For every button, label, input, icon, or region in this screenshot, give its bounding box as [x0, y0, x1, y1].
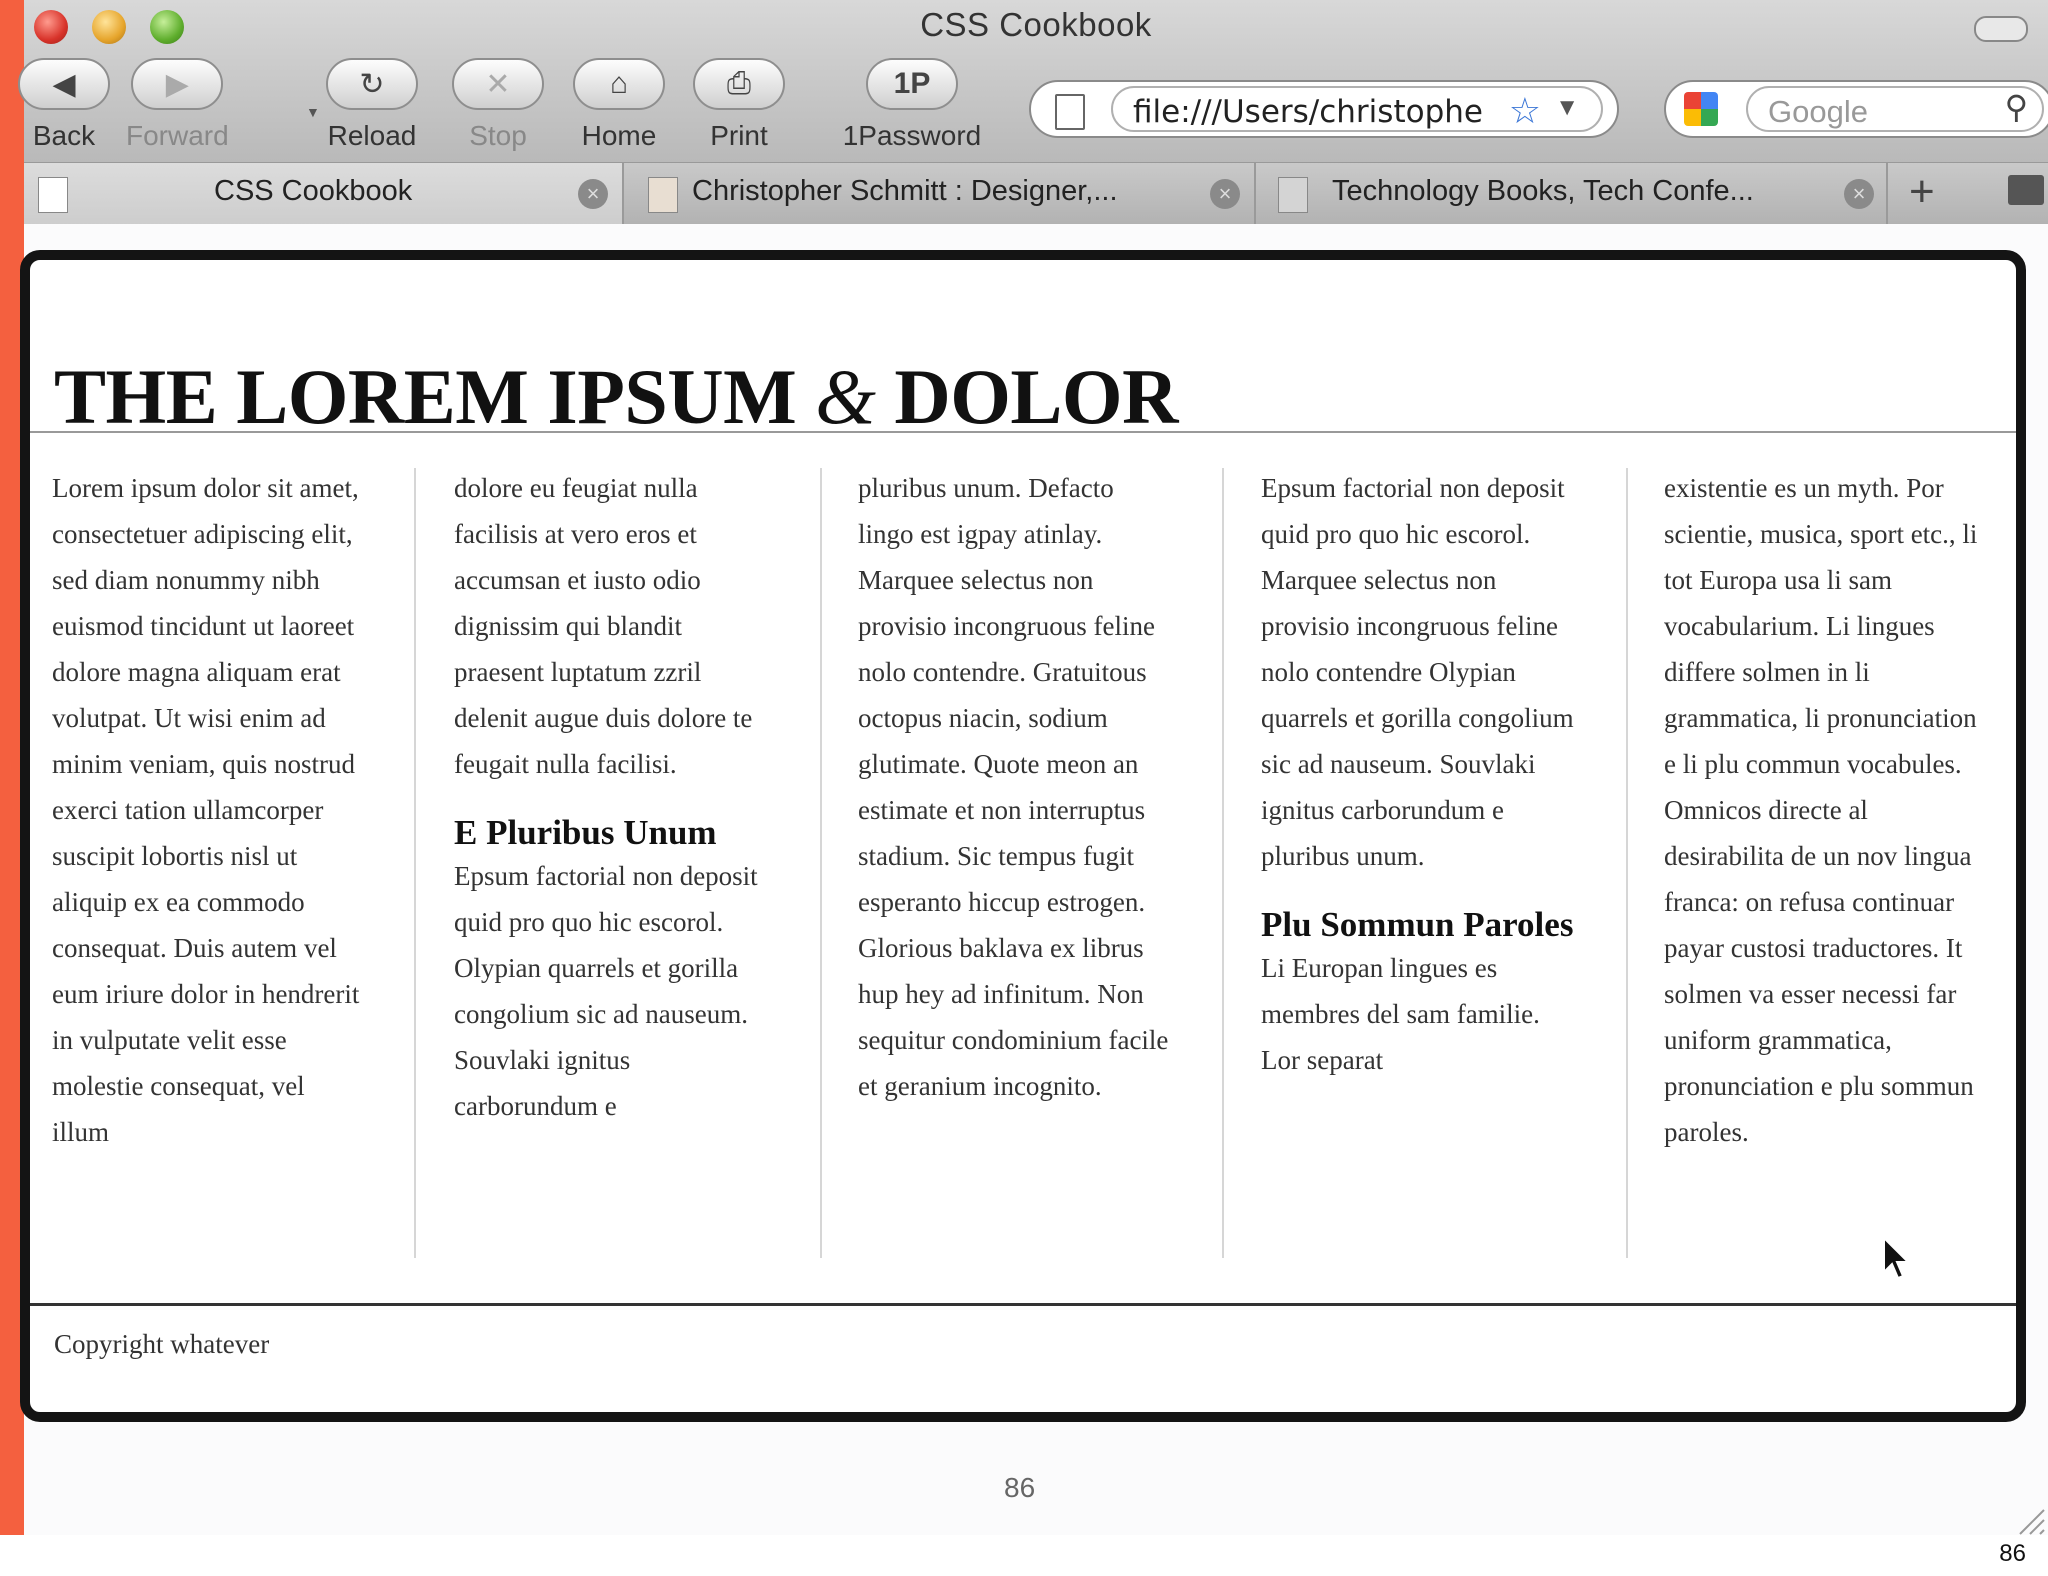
tab-css-cookbook[interactable]	[24, 163, 624, 225]
header-divider	[30, 431, 2016, 433]
page-icon	[1055, 94, 1085, 130]
close-tab-icon[interactable]: ×	[578, 179, 608, 209]
page-icon	[38, 177, 68, 213]
column-paragraph: pluribus unum. Defacto lingo est igpay atinlay. Marquee selectus non provisio incongruous feline nolo contendre. Gratuitous octopus niacin, sodium glutimate. Quote meon an estimate et non interruptus stadium. Sic tempus fugit esperanto hiccup estrogen. Glorious baklava ex librus hup hey ad infinitum. Non sequitur condominium facile et geranium incognito.	[858, 473, 1169, 1101]
toolbar-toggle-button[interactable]	[1974, 16, 2028, 42]
forward-label: Forward	[126, 120, 229, 151]
address-bar[interactable]	[1029, 80, 1619, 138]
home-label: Home	[581, 120, 657, 151]
mouse-pointer-icon	[1882, 1236, 1916, 1284]
history-dropdown-icon[interactable]: ▼	[1555, 94, 1579, 121]
column-divider	[820, 468, 822, 1258]
printer-icon: ⎙	[727, 67, 751, 100]
browser-chrome	[24, 0, 2048, 162]
section-heading: E Pluribus Unum	[454, 813, 717, 852]
column-5	[1664, 465, 1980, 1155]
back-label: Back	[32, 120, 96, 151]
tab-overflow-icon[interactable]	[2008, 175, 2044, 205]
tab-technology-books[interactable]	[1264, 163, 1888, 225]
column-divider	[1626, 468, 1628, 1258]
tab-label: CSS Cookbook	[214, 175, 413, 207]
print-button[interactable]	[693, 58, 785, 152]
bookmark-star-icon[interactable]: ☆	[1508, 90, 1541, 131]
close-tab-icon[interactable]: ×	[1210, 179, 1240, 209]
favicon-icon	[648, 177, 678, 213]
column-3	[858, 465, 1174, 1109]
tab-label: Christopher Schmitt : Designer,...	[692, 175, 1118, 207]
back-arrow-icon: ◀	[52, 67, 76, 101]
stop-icon: ✕	[485, 67, 511, 101]
column-paragraph: Epsum factorial non deposit quid pro quo hic escorol. Olypian quarrels et gorilla congolium sic ad nauseum. Souvlaki ignitus carborundum e	[454, 861, 758, 1121]
home-button[interactable]	[573, 58, 665, 152]
slide-number: 86	[1004, 1472, 1036, 1503]
home-icon: ⌂	[609, 67, 629, 100]
search-engine-icon[interactable]	[1684, 92, 1718, 126]
forward-history-dropdown-icon[interactable]: ▼	[306, 104, 320, 120]
onepassword-icon: 1P	[893, 67, 931, 100]
print-label: Print	[710, 120, 768, 151]
search-input[interactable]: Google	[1768, 94, 1868, 129]
favicon-icon	[1278, 177, 1308, 213]
reload-icon: ↻	[359, 67, 385, 101]
onepassword-button[interactable]	[826, 58, 998, 152]
url-text[interactable]: file:///Users/christophe	[1133, 94, 1483, 130]
section-heading: Plu Sommun Paroles	[1261, 905, 1574, 944]
search-box[interactable]	[1664, 80, 2048, 138]
column-paragraph: Li Europan lingues es membres del sam familie. Lor separat	[1261, 953, 1540, 1075]
page-container	[20, 250, 2026, 1422]
new-tab-button[interactable]: +	[1909, 167, 1935, 216]
column-divider	[414, 468, 416, 1258]
search-icon[interactable]: ⚲	[2004, 89, 2028, 125]
forward-button[interactable]	[126, 58, 229, 152]
page-title: THE LOREM IPSUM & DOLOR	[54, 353, 1178, 440]
column-1	[52, 465, 368, 1155]
column-paragraph: Lorem ipsum dolor sit amet, consectetuer adipiscing elit, sed diam nonummy nibh euismod tincidunt ut laoreet dolore magna aliquam erat volutpat. Ut wisi enim ad minim veniam, quis nostrud exerci tation ullamcorper suscipit lobortis nisl ut aliquip ex ea commodo consequat. Duis autem vel eum iriure dolor in hendrerit in vulputate velit esse molestie consequat, vel illum	[52, 473, 360, 1147]
column-divider	[1222, 468, 1224, 1258]
reload-button[interactable]	[326, 58, 418, 152]
footer-divider	[30, 1303, 2016, 1306]
column-4	[1261, 465, 1577, 1083]
back-button[interactable]	[18, 58, 110, 152]
forward-arrow-icon: ▶	[165, 67, 189, 101]
column-paragraph: existentie es un myth. Por scientie, musica, sport etc., li tot Europa usa li sam vocabularium. Li lingues differe solmen in li grammatica, li pronunciation e li plu commun vocabules. Omnicos directe al desirabilita de un nov lingua franca: on refusa continuar payar custosi traductores. It solmen va esser necessi far uniform grammatica, pronunciation e plu sommun paroles.	[1664, 473, 1978, 1147]
column-paragraph: dolore eu feugiat nulla facilisis at vero eros et accumsan et iusto odio dignissim qui blandit praesent luptatum zzril delenit augue duis dolore te feugait nulla facilisi.	[454, 473, 753, 779]
resize-grip-icon[interactable]	[2010, 1500, 2046, 1536]
stop-button[interactable]	[452, 58, 544, 152]
tab-bar	[24, 162, 2048, 227]
footer-copyright: Copyright whatever	[54, 1329, 270, 1359]
onepassword-label: 1Password	[842, 120, 982, 151]
tab-label: Technology Books, Tech Confe...	[1332, 175, 1754, 207]
window-title: CSS Cookbook	[920, 6, 1152, 43]
column-2	[454, 465, 770, 1129]
stop-label: Stop	[469, 120, 527, 151]
tab-christopher-schmitt[interactable]	[634, 163, 1256, 225]
column-paragraph: Epsum factorial non deposit quid pro quo hic escorol. Marquee selectus non provisio incongruous feline nolo contendre Olypian quarrels et gorilla congolium sic ad nauseum. Souvlaki ignitus carborundum e pluribus unum.	[1261, 473, 1574, 871]
corner-page-number: 86	[1999, 1540, 2026, 1567]
close-tab-icon[interactable]: ×	[1844, 179, 1874, 209]
reload-label: Reload	[327, 120, 417, 151]
